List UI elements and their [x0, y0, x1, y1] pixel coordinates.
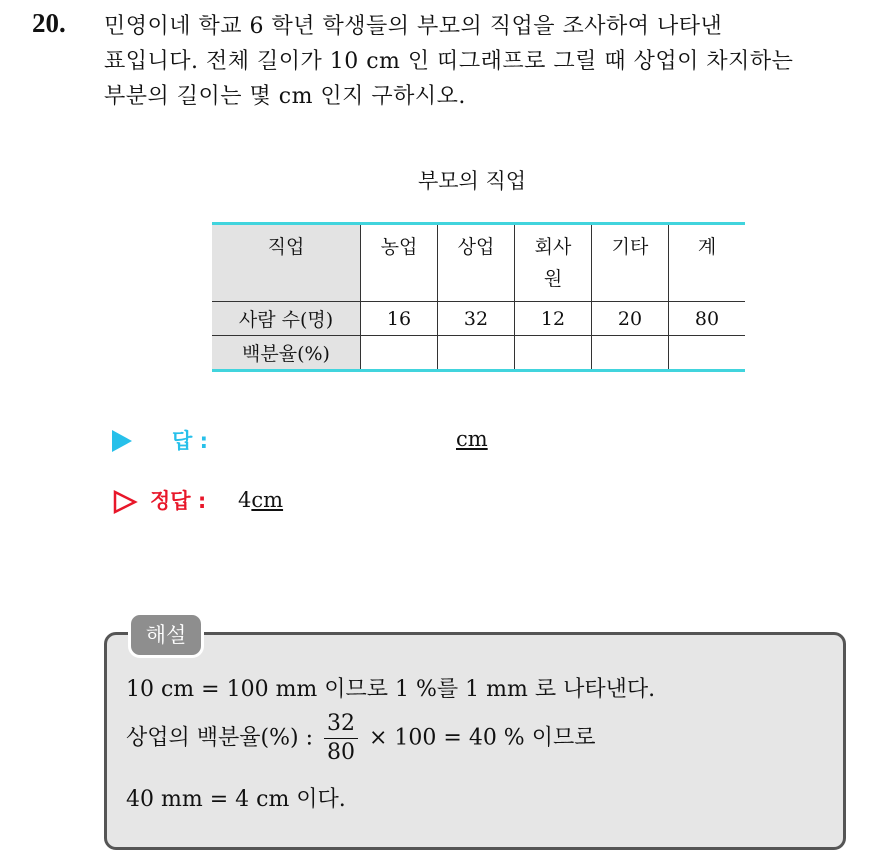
table-cell: 32 [438, 302, 515, 336]
table-cell: 12 [515, 302, 592, 336]
question-line: 표입니다. 전체 길이가 10 cm 인 띠그래프로 그릴 때 상업이 차지하는 [104, 49, 794, 74]
correct-answer-unit: cm [251, 488, 284, 512]
table-column-header: 계 [669, 224, 746, 302]
correct-answer-value: 4cm [238, 488, 284, 512]
answer-label: 답 : [172, 429, 208, 453]
solution-line-1: 10 cm = 100 mm 이므로 1 %를 1 mm 로 나타낸다. [126, 677, 656, 702]
fraction-denominator: 80 [326, 740, 355, 765]
answer-blank-unit[interactable]: cm [456, 427, 488, 451]
solution-line-3: 40 mm = 4 cm 이다. [126, 787, 346, 812]
table-title: 부모의 직업 [417, 169, 527, 193]
table-cell: 20 [592, 302, 669, 336]
table-column-header: 회사원 [515, 224, 592, 302]
question-text [104, 9, 864, 114]
table-header-label: 직업 [212, 224, 361, 302]
table-column-header: 농업 [361, 224, 438, 302]
play-triangle-icon [112, 430, 132, 452]
table-cell-empty [592, 336, 669, 371]
table-row-label: 백분율(%) [212, 336, 361, 371]
table-row-label: 사람 수(명) [212, 302, 361, 336]
occupation-table [212, 222, 745, 372]
solution-line-2 [126, 710, 595, 767]
solution-line-2-prefix: 상업의 백분율(%) : [126, 725, 313, 751]
solution-line-2-suffix: × 100 = 40 % 이므로 [368, 725, 596, 751]
table-cell: 16 [361, 302, 438, 336]
table-column-header: 상업 [438, 224, 515, 302]
answer-row [112, 425, 612, 459]
fraction-numerator: 32 [324, 710, 358, 739]
table-column-header: 기타 [592, 224, 669, 302]
solution-tab: 해설 [128, 612, 204, 658]
table-header-row [212, 224, 745, 302]
outline-triangle-icon [112, 489, 138, 515]
table-cell-empty [438, 336, 515, 371]
table-cell: 80 [669, 302, 746, 336]
question-line: 부분의 길이는 몇 cm 인지 구하시오. [104, 84, 466, 109]
table-row-percent [212, 336, 745, 371]
table-cell-empty [669, 336, 746, 371]
correct-answer-label: 정답 : [150, 489, 207, 513]
correct-answer-row [112, 485, 612, 521]
table-row-people [212, 302, 745, 336]
table-cell-empty [361, 336, 438, 371]
question-number: 20. [32, 8, 66, 38]
question-line: 민영이네 학교 6 학년 학생들의 부모의 직업을 조사하여 나타낸 [104, 14, 723, 39]
table-cell-empty [515, 336, 592, 371]
fraction [324, 710, 358, 767]
